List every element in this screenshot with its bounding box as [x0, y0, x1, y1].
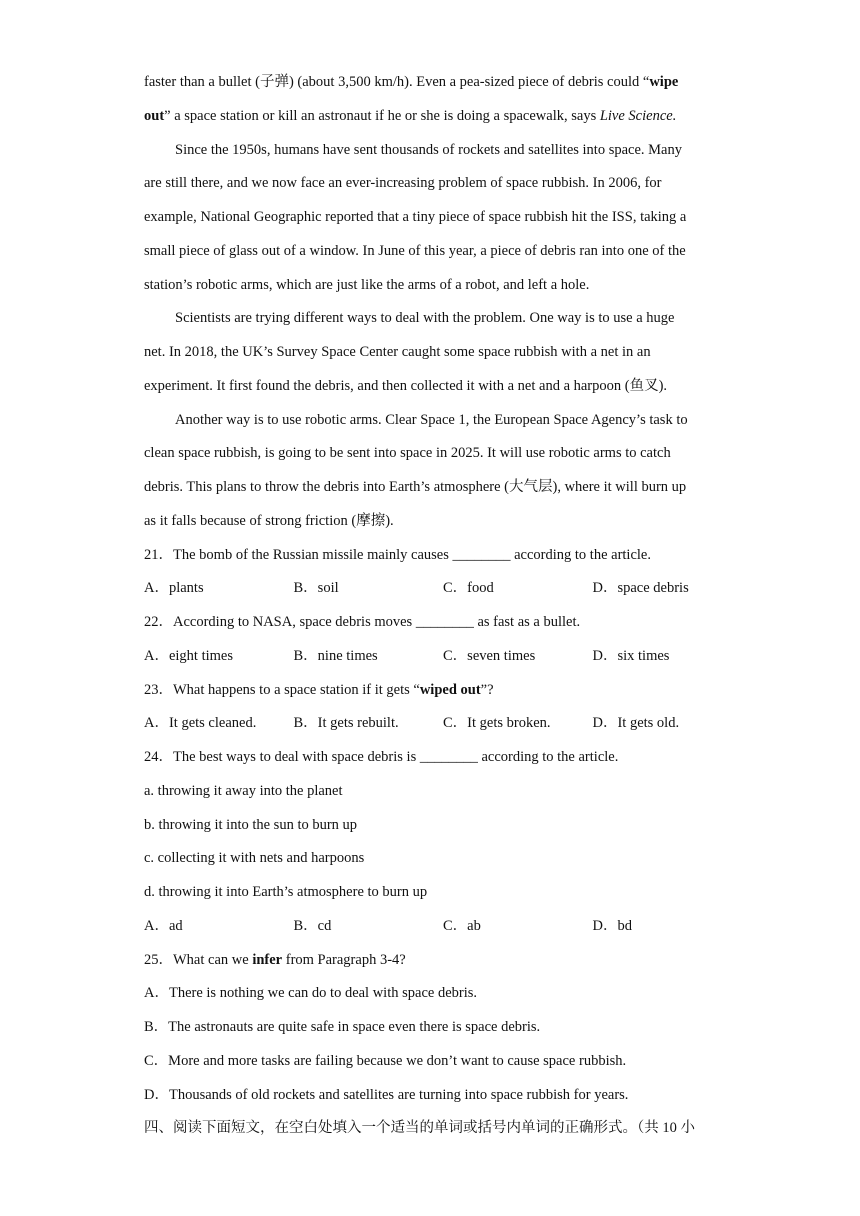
passage-line: station’s robotic arms, which are just like the arms of a robot, and left a hole.: [144, 276, 590, 293]
option-c[interactable]: C．ab: [443, 917, 481, 934]
option-c[interactable]: C．seven times: [443, 647, 536, 664]
option-c[interactable]: C．food: [443, 580, 494, 597]
passage-line: debris. This plans to throw the debris into Earth’s atmosphere (大气层), where it will burn up: [144, 479, 687, 495]
bold-term: wiped out: [419, 681, 481, 698]
option-row: [144, 910, 716, 944]
option-b[interactable]: B．It gets rebuilt.: [293, 715, 399, 732]
bold-term: wipe: [649, 74, 679, 90]
option-d[interactable]: D．Thousands of old rockets and satellites are turning into space rubbish for years.: [144, 1086, 629, 1103]
option-a[interactable]: A．plants: [144, 580, 204, 597]
stem-text: 23．What happens to a space station if it gets “: [144, 681, 420, 698]
passage-line: example, National Geographic reported that a tiny piece of space rubbish hit the ISS, taking a: [144, 209, 687, 225]
stem-text: from Paragraph 3-4?: [282, 951, 406, 968]
passage-line: Since the 1950s, humans have sent thousands of rockets and satellites into space. Many: [175, 141, 682, 158]
option-c[interactable]: C．It gets broken.: [443, 715, 551, 732]
list-item: d. throwing it into Earth’s atmosphere to burn up: [144, 884, 428, 900]
option-c[interactable]: C．More and more tasks are failing because we don’t want to cause space rubbish.: [144, 1052, 627, 1069]
bold-term: out: [144, 107, 165, 124]
passage-line: [144, 100, 716, 134]
option-a[interactable]: A．It gets cleaned.: [144, 715, 257, 732]
passage-text: ” a space station or kill an astronaut if he or she is doing a spacewalk, says: [164, 107, 600, 124]
question-stem: 21．The bomb of the Russian missile mainly causes ________ according to the article.: [144, 546, 651, 563]
question-stem: [144, 944, 716, 978]
stem-text: 25．What can we: [144, 951, 253, 968]
option-d[interactable]: D．six times: [592, 647, 670, 664]
option-row: [144, 640, 716, 674]
option-b[interactable]: B．soil: [293, 580, 339, 597]
question-stem: 24．The best ways to deal with space debris is ________ according to the article.: [144, 749, 619, 765]
section-heading: 四、阅读下面短文，在空白处填入一个适当的单词或括号内单词的正确形式。（共 10 小: [144, 1120, 695, 1137]
source-name: Live Science.: [599, 107, 677, 124]
list-item: b. throwing it into the sun to burn up: [144, 816, 358, 833]
passage-line: as it falls because of strong friction (摩擦).: [144, 512, 394, 529]
option-b[interactable]: B．nine times: [293, 647, 378, 664]
option-a[interactable]: A．ad: [144, 917, 183, 934]
passage-line: Another way is to use robotic arms. Clear Space 1, the European Space Agency’s task to: [175, 411, 688, 428]
passage-line: [144, 66, 716, 100]
passage-line: net. In 2018, the UK’s Survey Space Center caught some space rubbish with a net in an: [144, 344, 651, 360]
option-b[interactable]: B．cd: [293, 917, 332, 934]
passage-line: small piece of glass out of a window. In June of this year, a piece of debris ran into one of the: [144, 242, 686, 259]
option-d[interactable]: D．bd: [592, 917, 632, 934]
option-d[interactable]: D．It gets old.: [592, 715, 680, 732]
question-stem: 22．According to NASA, space debris moves ________ as fast as a bullet.: [144, 614, 581, 630]
passage-line: clean space rubbish, is going to be sent into space in 2025. It will use robotic arms to catch: [144, 445, 671, 462]
bold-term: infer: [252, 951, 283, 968]
option-row: [144, 572, 716, 606]
option-a[interactable]: A．eight times: [144, 647, 234, 664]
list-item: c. collecting it with nets and harpoons: [144, 850, 365, 867]
question-stem: [144, 674, 716, 708]
option-b[interactable]: B．The astronauts are quite safe in space even there is space debris.: [144, 1019, 541, 1035]
option-row: [144, 707, 716, 741]
option-d[interactable]: D．space debris: [592, 580, 689, 597]
passage-line: are still there, and we now face an ever-increasing problem of space rubbish. In 2006, for: [144, 175, 662, 192]
passage-line: Scientists are trying different ways to deal with the problem. One way is to use a huge: [175, 310, 675, 327]
passage-line: experiment. It first found the debris, and then collected it with a net and a harpoon (鱼叉).: [144, 377, 668, 394]
option-a[interactable]: A．There is nothing we can do to deal with space debris.: [144, 985, 478, 1002]
page-content: [144, 66, 716, 1146]
passage-text: faster than a bullet (子弹) (about 3,500 km/h). Even a pea-sized piece of debris could “: [144, 74, 650, 90]
stem-text: ”?: [480, 681, 494, 698]
list-item: a. throwing it away into the planet: [144, 782, 343, 799]
